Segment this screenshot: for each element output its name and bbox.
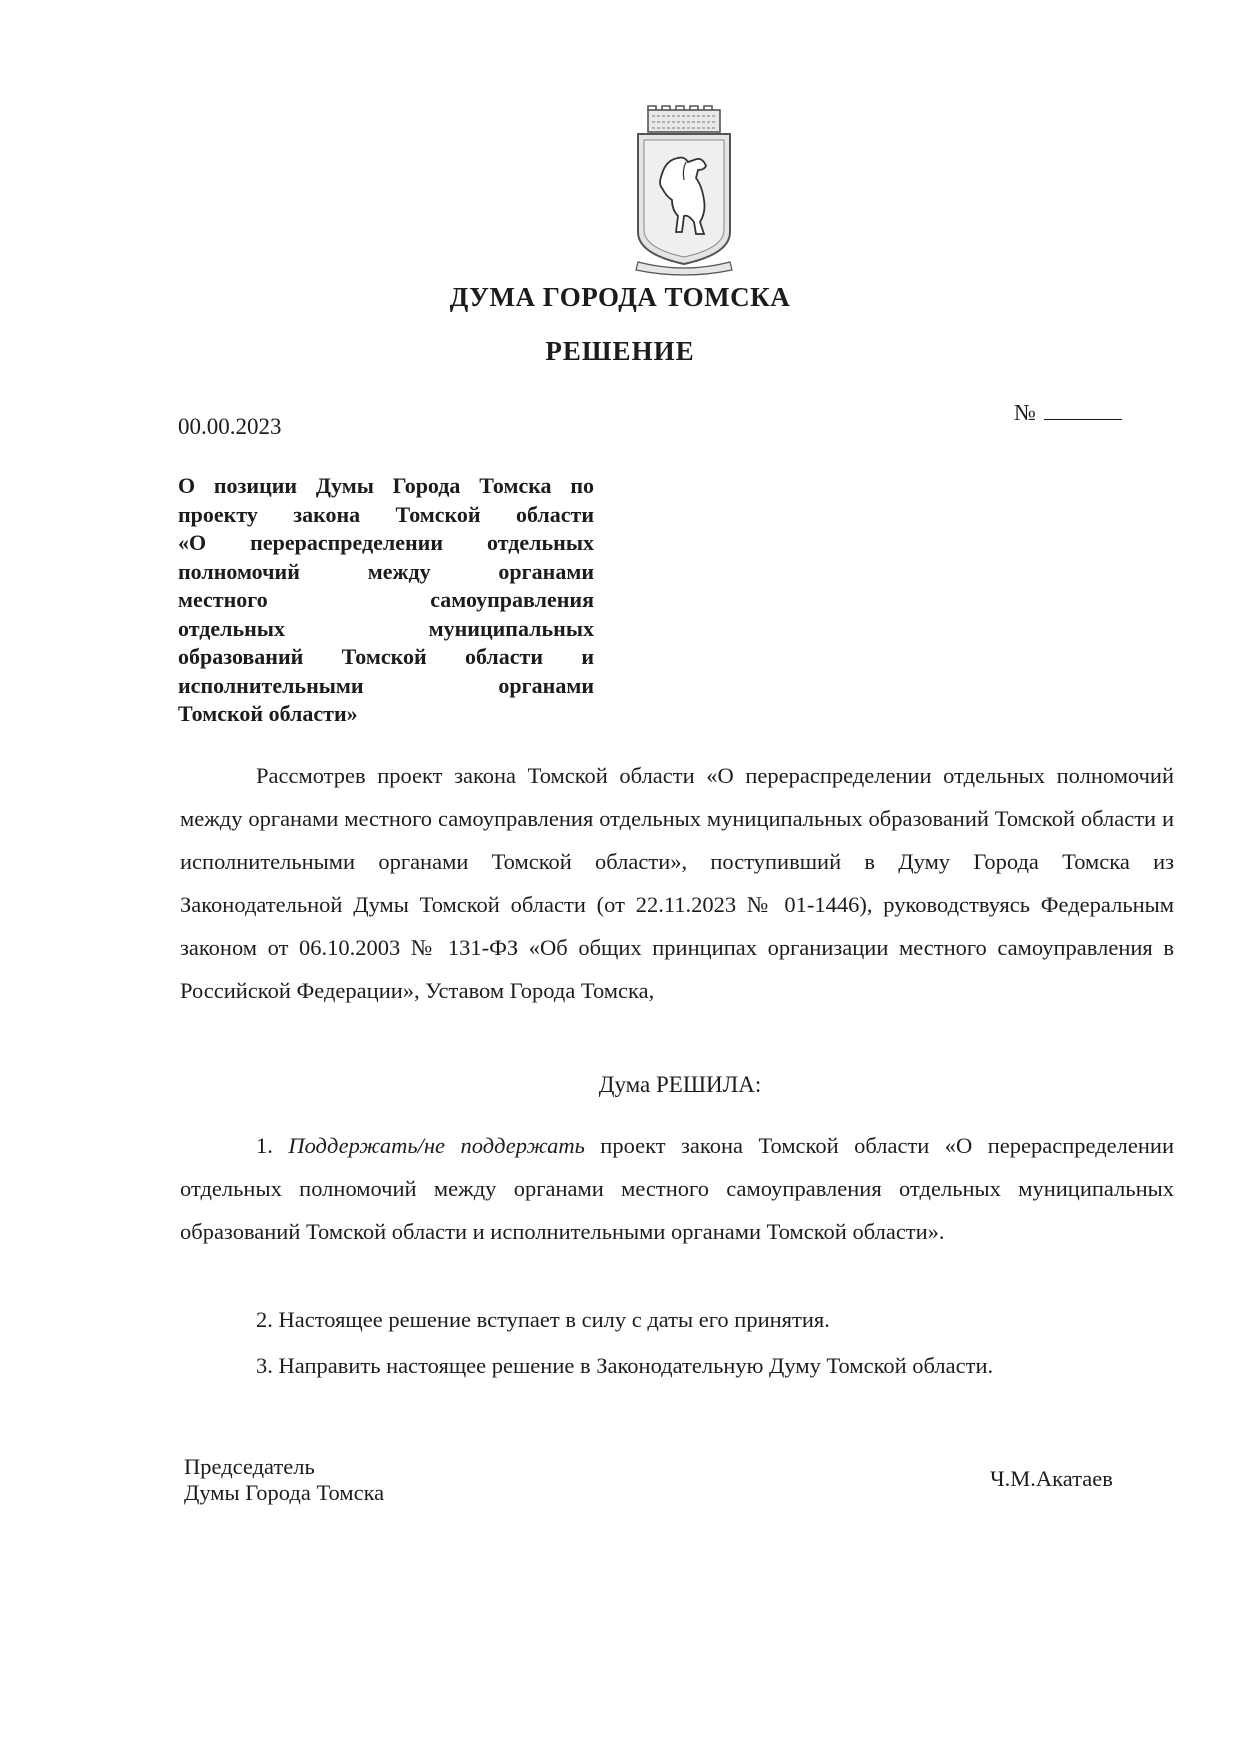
subject-line: полномочий между органами (178, 558, 594, 584)
subject-line: Томской области» (178, 701, 358, 726)
document-number (1014, 400, 1122, 426)
resolved-heading: Дума РЕШИЛА: (598, 1072, 762, 1097)
number-label: № (1014, 400, 1036, 425)
subject-line: отдельных муниципальных (178, 615, 594, 641)
resolution-item-1 (180, 1124, 1174, 1253)
resolution-item-2: 2. Настоящее решение вступает в силу с даты его принятия. (256, 1307, 830, 1332)
subject-line: О позиции Думы Города Томска по (178, 473, 594, 498)
number-blank-line (1044, 401, 1122, 420)
item-number: 1. (256, 1133, 273, 1158)
signatory-position-line: Председатель (184, 1454, 315, 1479)
signatory-name: Ч.М.Акатаев (990, 1466, 1113, 1491)
resolution-item-3: 3. Направить настоящее решение в Законодательную Думу Томской области. (256, 1353, 994, 1378)
subject-line: «О перераспределении отдельных (178, 530, 594, 555)
signatory-position-line: Думы Города Томска (184, 1480, 385, 1505)
subject-line: образований Томской области и (178, 644, 594, 669)
signatory-position (184, 1454, 384, 1506)
document-subject (178, 472, 594, 729)
preamble-paragraph: Рассмотрев проект закона Томской области «О перераспределении отдельных полномочий между органами местного самоуправления отдельных муниципальных образований Томской области и исполнительными органами Томской области», поступивший в Думу Города Томска из Законодательной Думы Томской области (от 22.11.2023 № 01-1446), руководствуясь Федеральным законом от 06.10.2003 № 131-ФЗ «Об общих принципах организации местного самоуправления в Российской Федерации», Уставом Города Томска, (180, 763, 1174, 1003)
organization-title: ДУМА ГОРОДА ТОМСКА (449, 282, 791, 312)
document-date: 00.00.2023 (178, 414, 282, 439)
coat-of-arms-icon (632, 104, 736, 276)
item-italic-option: Поддержать/не поддержать (288, 1133, 585, 1158)
subject-line: исполнительными органами (178, 672, 594, 698)
subject-line: местного самоуправления (178, 587, 594, 612)
item-text: проект закона Томской области «О перераспределении отдельных полномочий между органами местного самоуправления отдельных муниципальных образований Томской области и исполнительными органами Томской области». (180, 1133, 1175, 1244)
document-type-title: РЕШЕНИЕ (545, 336, 695, 366)
subject-line: проекту закона Томской области (178, 501, 594, 527)
